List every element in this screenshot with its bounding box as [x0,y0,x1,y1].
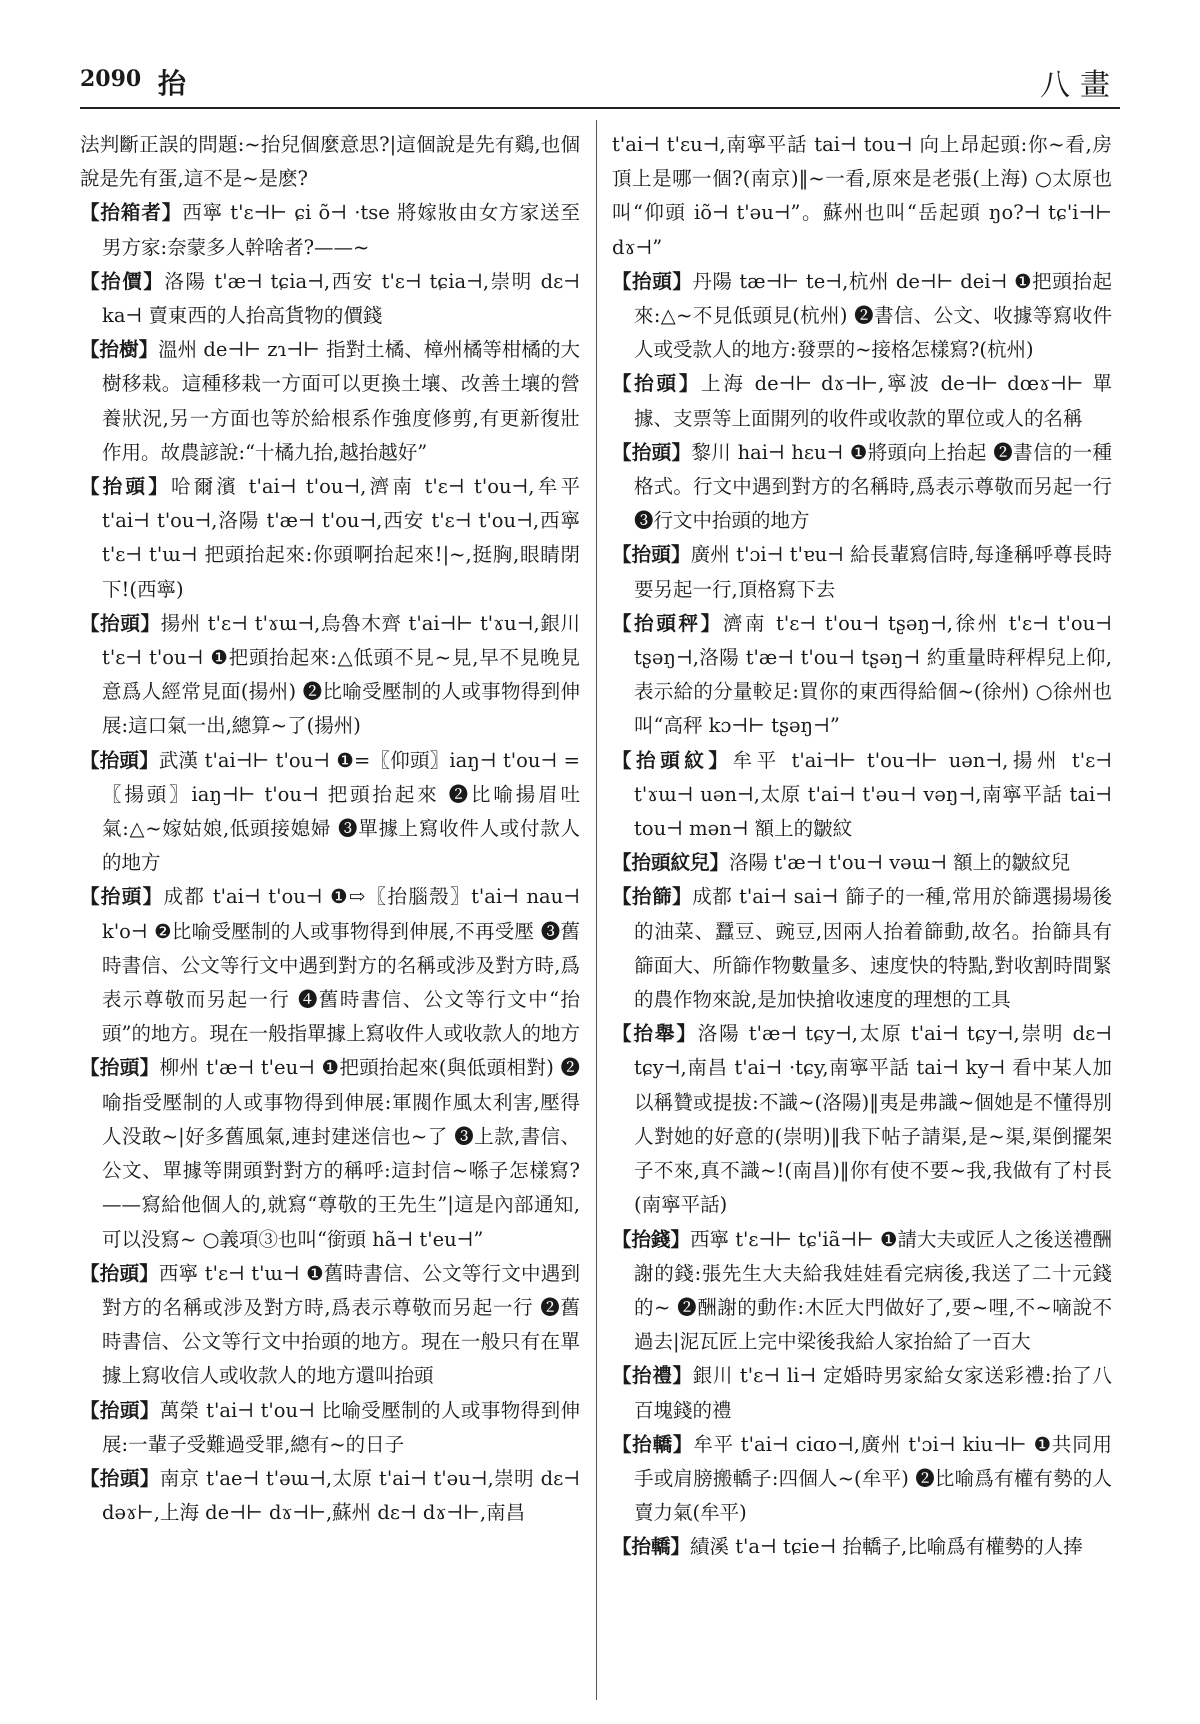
dictionary-entry: 【抬頭紋】牟平 t'ai⊣⊢ t'ou⊣⊢ uən⊣,揚州 t'ɛ⊣ t'ɤɯ⊣ uən⊣,太原 t'ai⊣ t'əu⊣ vəŋ⊣,南寧平話 tai⊣ tou⊣ mən⊣ 額上的皺紋 [612,748,1112,841]
dictionary-entry: 【抬篩】成都 t'ai⊣ sai⊣ 篩子的一種,常用於篩選揚場後的油菜、蠶豆、豌豆,因兩人抬着篩動,故名。抬篩具有篩面大、所篩作物數量多、速度快的特點,對收割時間緊的農作物來說,是加快搶收速度的理想的工具 [612,885,1112,1012]
dictionary-entry: 【抬頭】西寧 t'ɛ⊣ t'ɯ⊣ ❶舊時書信、公文等行文中遇到對方的名稱或涉及對方時,爲表示尊敬而另起一行 ❷舊時書信、公文等行文中抬頭的地方。現在一般只有在單據上寫收信人或收款人的地方還叫抬頭 [80,1261,580,1388]
page-header [80,66,1120,106]
dictionary-entry: 【抬頭】武漢 t'ai⊣⊢ t'ou⊣ ❶=〖仰頭〗iaŋ⊣ t'ou⊣ =〖揚頭〗iaŋ⊣⊢ t'ou⊣ 把頭抬起來 ❷比喻揚眉吐氣:△~嫁姑娘,低頭接媳婦 ❸單據上寫收件人或付款人的地方 [80,748,580,875]
dictionary-entry: 【抬頭】廣州 t'ɔi⊣ t'ɐu⊣ 給長輩寫信時,每逢稱呼尊長時要另起一行,頂格寫下去 [612,543,1112,601]
headword: 【抬禮】 [612,1364,693,1388]
headword: 【抬頭】 [80,1466,160,1490]
dictionary-entry: 【抬舉】洛陽 t'æ⊣ tɕy⊣,太原 t'ai⊣ tɕy⊣,崇明 dɛ⊣ tɕy⊣,南昌 t'ai⊣ ·tɕy,南寧平話 tai⊣ ky⊣ 看中某人加以稱贊或提拔:不識~(洛陽)‖夷是弗識~個她是不懂得別人對她的好意的(崇明)‖我下帖子請渠,是~渠,渠倒擺架子不來,真不識~!(南昌)‖你有使不要~我,我做有了村長(南寧平話) [612,1022,1112,1217]
dictionary-entry: 【抬頭秤】濟南 t'ɛ⊣ t'ou⊣ tʂəŋ⊣,徐州 t'ɛ⊣ t'ou⊣ tʂəŋ⊣,洛陽 t'æ⊣ t'ou⊣ tʂəŋ⊣ 約重量時秤桿兒上仰,表示給的分量較足:買你的東西得給個~(徐州) ○徐州也叫“高秤 kɔ⊣⊢ tʂəŋ⊣” [612,611,1112,738]
dictionary-entry: 【抬錢】西寧 t'ɛ⊣⊢ tɕ'iã⊣⊢ ❶請大夫或匠人之後送禮酬謝的錢:張先生大夫給我娃娃看完病後,我送了二十元錢的~ ❷酬謝的動作:木匠大門做好了,要~哩,不~嘀說不過去|泥瓦匠上完中梁後我給人家抬給了一百大 [612,1227,1112,1354]
headword: 【抬頭】 [80,1056,160,1080]
page-number: 2090 [80,66,142,92]
dictionary-entry: 【抬頭】成都 t'ai⊣ t'ou⊣ ❶⇨〖抬腦殼〗t'ai⊣ nau⊣ k'o⊣ ❷比喻受壓制的人或事物得到伸展,不再受壓 ❸舊時書信、公文等行文中遇到對方的名稱或涉及對方時,爲表示尊敬而另起一行 ❹舊時書信、公文等行文中“抬頭”的地方。現在一般指單據上寫收件人或收款人的地方 [80,885,580,1046]
dictionary-entry: 【抬頭】黎川 hai⊣ hɛu⊣ ❶將頭向上抬起 ❷書信的一種格式。行文中遇到對方的名稱時,爲表示尊敬而另起一行 ❸行文中抬頭的地方 [612,440,1112,533]
headword: 【抬頭】 [80,475,171,499]
headword: 【抬頭】 [80,1261,159,1285]
headword: 【抬轎】 [612,1535,691,1559]
headword: 【抬頭】 [612,440,692,464]
dictionary-entry: 【抬價】洛陽 t'æ⊣ tɕia⊣,西安 t'ɛ⊣ tɕia⊣,崇明 dɛ⊣ ka⊣ 賣東西的人抬高貨物的價錢 [80,269,580,328]
headword: 【抬錢】 [612,1227,691,1251]
dictionary-entry: 【抬轎】績溪 t'a⊣ tɕie⊣ 抬轎子,比喻爲有權勢的人捧 [612,1535,1083,1559]
dictionary-entry: 法判斷正誤的問題:~抬兒個麼意思?|這個說是先有鷄,也個說是先有蛋,這不是~是麽? [80,133,580,191]
dictionary-entry: 【抬轎】牟平 t'ai⊣ ciɑo⊣,廣州 t'ɔi⊣ kiu⊣⊢ ❶共同用手或肩膀搬轎子:四個人~(牟平) ❷比喻爲有權有勢的人賣力氣(牟平) [612,1432,1112,1525]
headword: 【抬價】 [80,269,165,293]
headword: 【抬頭】 [80,1398,160,1422]
dictionary-entry: 【抬頭】萬榮 t'ai⊣ t'ou⊣ 比喻受壓制的人或事物得到伸展:一輩子受難過受罪,總有~的日子 [80,1398,580,1456]
headword: 【抬舉】 [612,1022,698,1046]
dictionary-entry: 【抬禮】銀川 t'ɛ⊣ li⊣ 定婚時男家給女家送彩禮:抬了八百塊錢的禮 [612,1364,1112,1422]
column-divider [596,120,597,1700]
headword: 【抬樹】 [80,338,159,362]
headword: 【抬頭紋兒】 [612,851,730,875]
header-rule [80,107,1120,109]
dictionary-entry: 【抬頭】上海 de⊣⊢ dɤ⊣⊢,寧波 de⊣⊢ dœɤ⊣⊢ 單據、支票等上面開列的收件或收款的單位或人的名稱 [612,372,1112,430]
running-head-character: 抬 [158,67,187,100]
headword: 【抬頭秤】 [612,611,723,635]
headword: 【抬篩】 [612,885,693,909]
left-column [80,128,580,1688]
headword: 【抬轎】 [612,1432,694,1456]
headword: 【抬頭】 [80,748,159,772]
headword: 【抬頭】 [612,269,693,293]
dictionary-entry: 【抬樹】溫州 de⊣⊢ zɿ⊣⊢ 指對土橘、樟州橘等柑橘的大樹移栽。這種移栽一方面可以更換土壤、改善土壤的營養狀況,另一方面也等於給根系作強度修剪,有更新復壯作用。故農諺說:“十橘九抬,越抬越好” [80,338,580,464]
dictionary-entry: 【抬箱者】西寧 t'ɛ⊣⊢ ɕi õ⊣ ·tse 將嫁妝由女方家送至男方家:奈蒙多人幹啥者?——~ [80,201,580,259]
headword: 【抬箱者】 [80,201,183,225]
section-title: 八畫 [1040,68,1120,103]
headword: 【抬頭紋】 [612,748,733,772]
dictionary-entry: 【抬頭】丹陽 tæ⊣⊢ te⊣,杭州 de⊣⊢ dei⊣ ❶把頭抬起來:△~不見低頭見(杭州) ❷書信、公文、收據等寫收件人或受款人的地方:發票的~接格怎樣寫?(杭州) [612,269,1112,362]
dictionary-entry: t'ai⊣ t'ɛu⊣,南寧平話 tai⊣ tou⊣ 向上昂起頭:你~看,房頂上是哪一個?(南京)‖~一看,原來是老張(上海) ○太原也叫“仰頭 iõ⊣ t'əu⊣”。蘇州也叫“岳起頭 ŋo?⊣ tɕ'i⊣⊢ dɤ⊣” [612,133,1112,259]
headword: 【抬頭】 [80,611,161,635]
right-column [612,128,1112,1688]
headword: 【抬頭】 [612,372,702,396]
dictionary-entry: 【抬頭】柳州 t'æ⊣ t'eu⊣ ❶把頭抬起來(與低頭相對) ❷喻指受壓制的人或事物得到伸展:軍閥作風太利害,壓得人没敢~|好多舊風氣,連封建迷信也~了 ❸上款,書信、公文、單據等開頭對對方的稱呼:這封信~喺子怎樣寫?——寫給他個人的,就寫“尊敬的王先生”|這是內部通知,可以没寫~ ○義項③也叫“銜頭 hã⊣ t'eu⊣” [80,1056,580,1251]
dictionary-entry: 【抬頭紋兒】洛陽 t'æ⊣ t'ou⊣ vəɯ⊣ 額上的皺紋兒 [612,851,1071,875]
dictionary-entry: 【抬頭】揚州 t'ɛ⊣ t'ɤɯ⊣,烏魯木齊 t'ai⊣⊢ t'ɤu⊣,銀川 t'ɛ⊣ t'ou⊣ ❶把頭抬起來:△低頭不見~見,早不見晚見意爲人經常見面(揚州) ❷比喻受壓制的人或事物得到伸展:這口氣一出,總算~了(揚州) [80,611,580,738]
headword: 【抬頭】 [612,543,691,567]
headword: 【抬頭】 [80,885,164,909]
dictionary-entry: 【抬頭】南京 t'ae⊣ t'əɯ⊣,太原 t'ai⊣ t'əu⊣,崇明 dɛ⊣ dəɤ⊢,上海 de⊣⊢ dɤ⊣⊢,蘇州 dɛ⊣ dɤ⊣⊢,南昌 [80,1466,580,1525]
dictionary-entry: 【抬頭】哈爾濱 t'ai⊣ t'ou⊣,濟南 t'ɛ⊣ t'ou⊣,牟平 t'ai⊣ t'ou⊣,洛陽 t'æ⊣ t'ou⊣,西安 t'ɛ⊣ t'ou⊣,西寧 t'ɛ⊣ t'ɯ⊣ 把頭抬起來:你頭啊抬起來!|~,挺胸,眼睛閉下!(西寧) [80,475,580,601]
